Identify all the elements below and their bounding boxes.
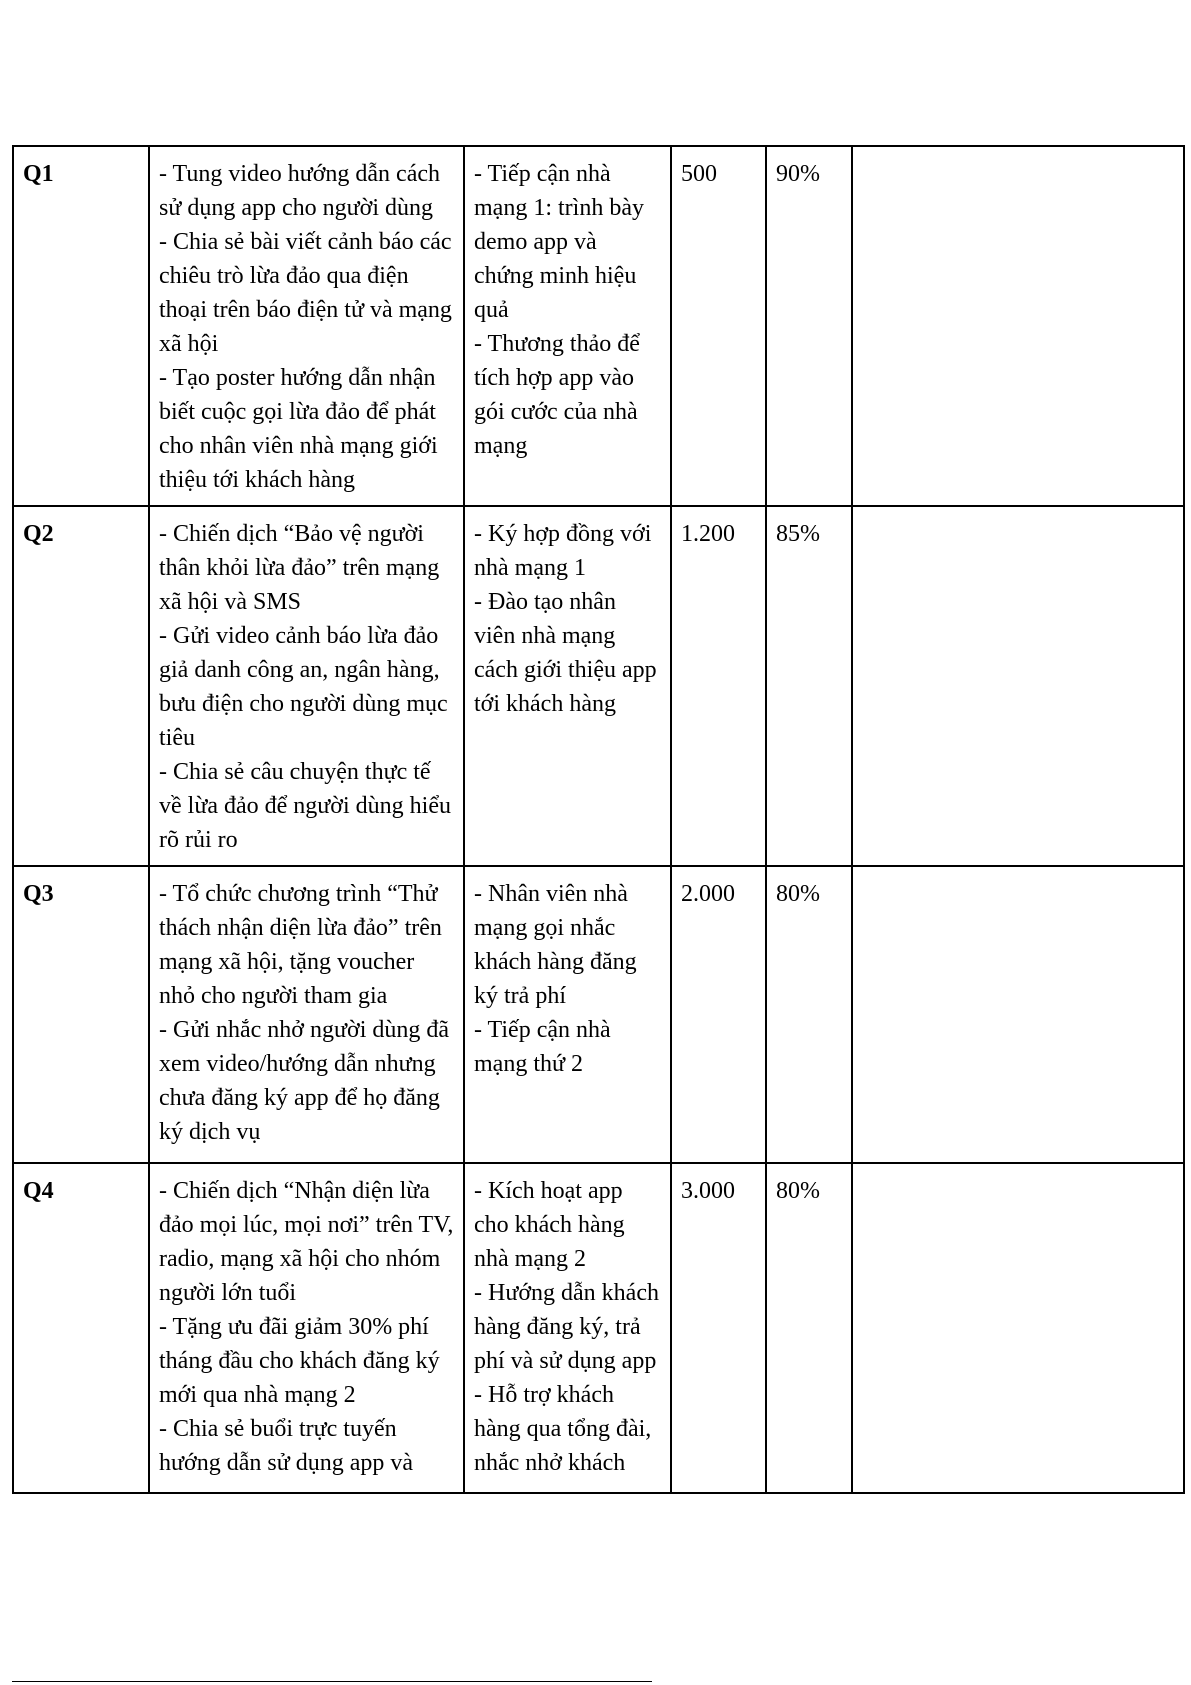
target-cell: 500 [671,146,766,506]
table-row-q1 [13,146,1184,506]
target-cell: 3.000 [671,1163,766,1493]
quarter-cell: Q1 [13,146,149,506]
partnership-cell: - Ký hợp đồng với nhà mạng 1 - Đào tạo nhân viên nhà mạng cách giới thiệu app tới khách hàng [464,506,671,866]
marketing-cell: - Chiến dịch “Bảo vệ người thân khỏi lừa đảo” trên mạng xã hội và SMS - Gửi video cảnh báo lừa đảo giả danh công an, ngân hàng, bưu điện cho người dùng mục tiêu - Chia sẻ câu chuyện thực tế về lừa đảo để người dùng hiểu rõ rủi ro [149,506,464,866]
partnership-cell: - Nhân viên nhà mạng gọi nhắc khách hàng đăng ký trả phí - Tiếp cận nhà mạng thứ 2 [464,866,671,1163]
rate-cell: 85% [766,506,852,866]
partnership-cell: - Tiếp cận nhà mạng 1: trình bày demo app và chứng minh hiệu quả - Thương thảo để tích hợp app vào gói cước của nhà mạng [464,146,671,506]
rate-cell: 90% [766,146,852,506]
note-cell [852,866,1184,1163]
quarter-cell: Q2 [13,506,149,866]
plan-table [12,145,1185,1494]
marketing-cell: - Chiến dịch “Nhận diện lừa đảo mọi lúc, mọi nơi” trên TV, radio, mạng xã hội cho nhóm người lớn tuổi - Tặng ưu đãi giảm 30% phí tháng đầu cho khách đăng ký mới qua nhà mạng 2 - Chia sẻ buổi trực tuyến hướng dẫn sử dụng app và [149,1163,464,1493]
target-cell: 1.200 [671,506,766,866]
table-row-q4 [13,1163,1184,1493]
marketing-cell: - Tổ chức chương trình “Thử thách nhận diện lừa đảo” trên mạng xã hội, tặng voucher nhỏ cho người tham gia - Gửi nhắc nhở người dùng đã xem video/hướng dẫn nhưng chưa đăng ký app để họ đăng ký dịch vụ [149,866,464,1163]
quarter-cell: Q3 [13,866,149,1163]
target-cell: 2.000 [671,866,766,1163]
table-row-q3 [13,866,1184,1163]
rate-cell: 80% [766,866,852,1163]
note-cell [852,146,1184,506]
partnership-cell: - Kích hoạt app cho khách hàng nhà mạng 2 - Hướng dẫn khách hàng đăng ký, trả phí và sử dụng app - Hỗ trợ khách hàng qua tổng đài, nhắc nhở khách [464,1163,671,1493]
note-cell [852,1163,1184,1493]
page-footer-rule [12,1681,652,1682]
table-row-q2 [13,506,1184,866]
marketing-cell: - Tung video hướng dẫn cách sử dụng app cho người dùng - Chia sẻ bài viết cảnh báo các chiêu trò lừa đảo qua điện thoại trên báo điện tử và mạng xã hội - Tạo poster hướng dẫn nhận biết cuộc gọi lừa đảo để phát cho nhân viên nhà mạng giới thiệu tới khách hàng [149,146,464,506]
quarter-cell: Q4 [13,1163,149,1493]
rate-cell: 80% [766,1163,852,1493]
note-cell [852,506,1184,866]
